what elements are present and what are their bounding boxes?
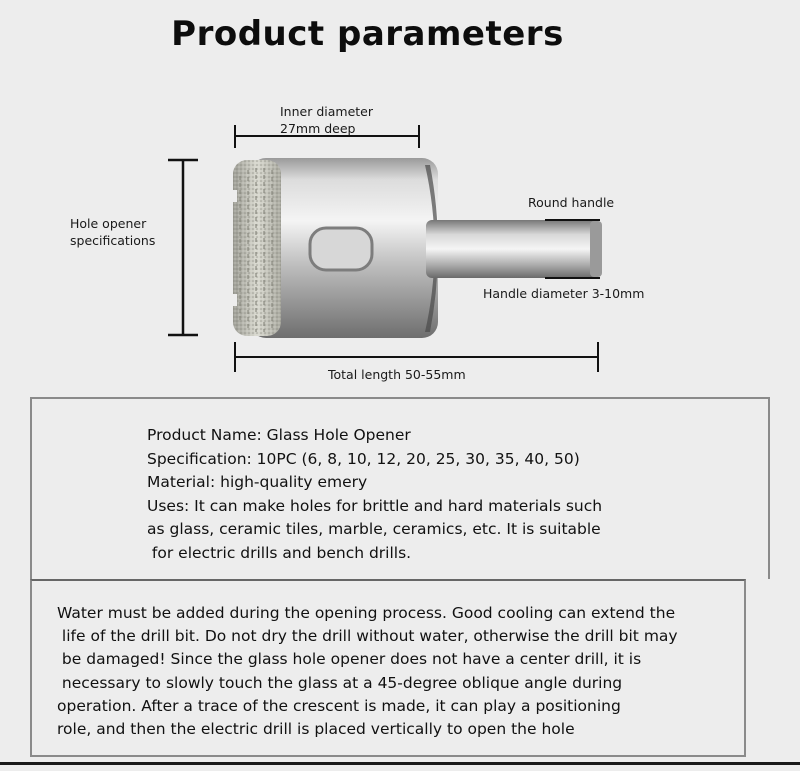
note-line: role, and then the electric drill is placed vertically to open the hole	[57, 720, 575, 739]
inner-diameter-line2: 27mm deep	[280, 121, 356, 136]
hole-opener-dimension	[168, 160, 198, 335]
note-line: be damaged! Since the glass hole opener does not have a center drill, it is	[57, 650, 642, 669]
slot-window	[310, 228, 372, 270]
inner-diameter-line1: Inner diameter	[280, 104, 373, 119]
bottom-divider	[0, 762, 800, 765]
grit-ring	[229, 160, 281, 336]
spec-line: as glass, ceramic tiles, marble, ceramics, etc. It is suitable	[147, 520, 601, 538]
total-length-label: Total length 50-55mm	[328, 367, 466, 382]
spec-line: Specification: 10PC (6, 8, 10, 12, 20, 25, 30, 35, 40, 50)	[147, 449, 580, 468]
round-handle-label: Round handle	[528, 195, 615, 210]
specs-text	[147, 424, 707, 565]
usage-note	[57, 602, 777, 741]
hole-opener-line1: Hole opener	[70, 216, 147, 231]
page-title: Product parameters	[171, 14, 564, 54]
round-handle-shank	[426, 220, 602, 278]
spec-line: Material: high-quality emery	[147, 473, 368, 491]
spec-line: Uses: It can make holes for brittle and hard materials such	[147, 496, 603, 515]
note-line: operation. After a trace of the crescent is made, it can play a positioning	[57, 696, 621, 715]
inner-diameter-label	[280, 103, 373, 137]
hole-opener-label	[70, 215, 155, 249]
note-line: life of the drill bit. Do not dry the drill without water, otherwise the drill bit may	[57, 627, 678, 646]
note-line: necessary to slowly touch the glass at a 45-degree oblique angle during	[57, 673, 623, 692]
spec-line: Product Name: Glass Hole Opener	[147, 426, 411, 444]
hole-opener-line2: specifications	[70, 233, 156, 248]
handle-diameter-label: Handle diameter 3-10mm	[483, 286, 645, 301]
note-line: Water must be added during the opening process. Good cooling can extend the	[57, 604, 676, 622]
spec-line: for electric drills and bench drills.	[147, 543, 412, 562]
